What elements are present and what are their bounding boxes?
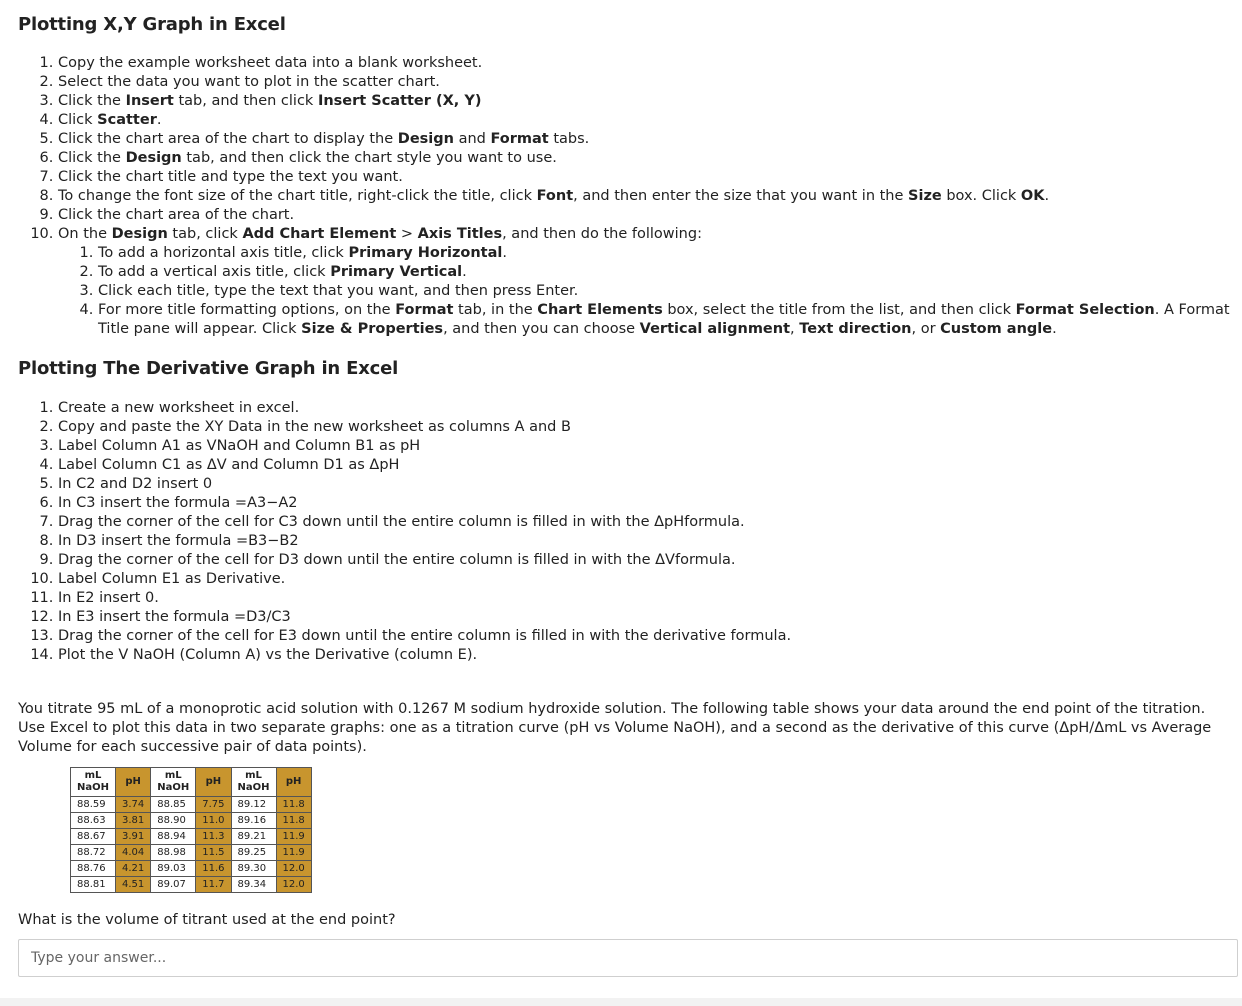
table-row	[71, 813, 312, 829]
ph-cell: 7.75	[196, 797, 231, 813]
question-text: What is the volume of titrant used at the end point?	[18, 912, 396, 928]
answer-input[interactable]	[18, 939, 1238, 977]
ml-naoh-cell: 88.98	[151, 845, 196, 861]
ph-cell: 11.7	[196, 877, 231, 893]
table-header-row	[71, 768, 312, 797]
xy-step: 4. Click Scatter.	[58, 111, 1242, 130]
table-header-cell: pH	[276, 768, 311, 797]
derivative-step: 7. Drag the corner of the cell for C3 down until the entire column is filled in with the ΔpHformula.	[58, 513, 1242, 532]
ph-cell: 11.9	[276, 845, 311, 861]
derivative-step: 4. Label Column C1 as ΔV and Column D1 as ΔpH	[58, 456, 1242, 475]
ml-naoh-cell: 88.59	[71, 797, 116, 813]
ph-cell: 4.51	[116, 877, 151, 893]
ph-cell: 3.74	[116, 797, 151, 813]
table-row	[71, 797, 312, 813]
ml-naoh-cell: 89.12	[231, 797, 276, 813]
derivative-step: 11. In E2 insert 0.	[58, 589, 1242, 608]
xy-step: 2. Select the data you want to plot in the scatter chart.	[58, 73, 1242, 92]
table-header-cell: pH	[196, 768, 231, 797]
table-row	[71, 829, 312, 845]
table-header-cell: mL NaOH	[71, 768, 116, 797]
xy-step: 9. Click the chart area of the chart.	[58, 206, 1242, 225]
ml-naoh-cell: 89.25	[231, 845, 276, 861]
ml-naoh-cell: 89.30	[231, 861, 276, 877]
table-header-cell: pH	[116, 768, 151, 797]
xy-step: 7. Click the chart title and type the text you want.	[58, 168, 1242, 187]
ph-cell: 12.0	[276, 861, 311, 877]
ml-naoh-cell: 89.07	[151, 877, 196, 893]
ml-naoh-cell: 88.63	[71, 813, 116, 829]
derivative-graph-steps	[18, 399, 1242, 665]
derivative-step: 14. Plot the V NaOH (Column A) vs the Derivative (column E).	[58, 646, 1242, 665]
xy-step: 10. On the Design tab, click Add Chart Element > Axis Titles, and then do the following: 1. To add a horizontal axis title, click Primary Horizontal. 2. To add a vertical axis title, click Primary Vertical. 3. Click each title, type the text that you want, and then press Enter. 4. For more title formatting options, on the Format tab, in the Chart Elements box, select the title from the list, and then click Format Selection. A Format Title pane will appear. Click Size & Properties, and then you can choose Vertical alignment, Text direction, or Custom angle.	[58, 225, 1242, 339]
derivative-step: 9. Drag the corner of the cell for D3 down until the entire column is filled in with the ΔVformula.	[58, 551, 1242, 570]
ph-cell: 11.9	[276, 829, 311, 845]
ph-cell: 4.04	[116, 845, 151, 861]
xy-step: 6. Click the Design tab, and then click the chart style you want to use.	[58, 149, 1242, 168]
titration-data-table	[70, 767, 312, 893]
ph-cell: 3.81	[116, 813, 151, 829]
problem-statement: You titrate 95 mL of a monoprotic acid solution with 0.1267 M sodium hydroxide solution. The following table shows your data around the end point of the titration. Use Excel to plot this data in two separate graphs: one as a titration curve (pH vs Volume NaOH), and a second as the derivative of this curve (ΔpH/ΔmL vs Average Volume for each successive pair of data points).	[18, 701, 1212, 755]
derivative-step: 12. In E3 insert the formula =D3/C3	[58, 608, 1242, 627]
axis-title-substeps	[58, 244, 1242, 339]
xy-substep: 3. Click each title, type the text that you want, and then press Enter.	[98, 282, 1242, 301]
xy-substep: 2. To add a vertical axis title, click Primary Vertical.	[98, 263, 1242, 282]
table-row	[71, 877, 312, 893]
xy-step: 8. To change the font size of the chart title, right-click the title, click Font, and then enter the size that you want in the Size box. Click OK.	[58, 187, 1242, 206]
derivative-step: 1. Create a new worksheet in excel.	[58, 399, 1242, 418]
derivative-step: 13. Drag the corner of the cell for E3 down until the entire column is filled in with the derivative formula.	[58, 627, 1242, 646]
xy-step: 1. Copy the example worksheet data into a blank worksheet.	[58, 54, 1242, 73]
table-header-cell: mL NaOH	[151, 768, 196, 797]
ph-cell: 11.0	[196, 813, 231, 829]
ph-cell: 11.8	[276, 797, 311, 813]
xy-step: 3. Click the Insert tab, and then click Insert Scatter (X, Y)	[58, 92, 1242, 111]
ml-naoh-cell: 88.72	[71, 845, 116, 861]
ph-cell: 3.91	[116, 829, 151, 845]
derivative-step: 5. In C2 and D2 insert 0	[58, 475, 1242, 494]
ph-cell: 11.5	[196, 845, 231, 861]
section-title-xy-graph: Plotting X,Y Graph in Excel	[18, 14, 286, 35]
ph-cell: 11.3	[196, 829, 231, 845]
table-header-cell: mL NaOH	[231, 768, 276, 797]
xy-graph-steps	[18, 54, 1242, 339]
ml-naoh-cell: 89.03	[151, 861, 196, 877]
section-title-derivative-graph: Plotting The Derivative Graph in Excel	[18, 358, 399, 379]
derivative-step: 6. In C3 insert the formula =A3−A2	[58, 494, 1242, 513]
bottom-divider	[0, 998, 1242, 1006]
derivative-step: 2. Copy and paste the XY Data in the new worksheet as columns A and B	[58, 418, 1242, 437]
ph-cell: 11.6	[196, 861, 231, 877]
table-row	[71, 845, 312, 861]
ml-naoh-cell: 89.34	[231, 877, 276, 893]
ph-cell: 4.21	[116, 861, 151, 877]
table-row	[71, 861, 312, 877]
derivative-step: 3. Label Column A1 as VNaOH and Column B1 as pH	[58, 437, 1242, 456]
ml-naoh-cell: 88.67	[71, 829, 116, 845]
ml-naoh-cell: 88.76	[71, 861, 116, 877]
ph-cell: 12.0	[276, 877, 311, 893]
ml-naoh-cell: 88.90	[151, 813, 196, 829]
ml-naoh-cell: 88.94	[151, 829, 196, 845]
xy-substep: 1. To add a horizontal axis title, click Primary Horizontal.	[98, 244, 1242, 263]
ml-naoh-cell: 89.16	[231, 813, 276, 829]
ph-cell: 11.8	[276, 813, 311, 829]
ml-naoh-cell: 88.85	[151, 797, 196, 813]
ml-naoh-cell: 89.21	[231, 829, 276, 845]
derivative-step: 8. In D3 insert the formula =B3−B2	[58, 532, 1242, 551]
table-body	[71, 797, 312, 893]
ml-naoh-cell: 88.81	[71, 877, 116, 893]
derivative-step: 10. Label Column E1 as Derivative.	[58, 570, 1242, 589]
xy-step: 5. Click the chart area of the chart to display the Design and Format tabs.	[58, 130, 1242, 149]
xy-substep: 4. For more title formatting options, on the Format tab, in the Chart Elements box, select the title from the list, and then click Format Selection. A Format Title pane will appear. Click Size & Properties, and then you can choose Vertical alignment, Text direction, or Custom angle.	[98, 301, 1242, 339]
